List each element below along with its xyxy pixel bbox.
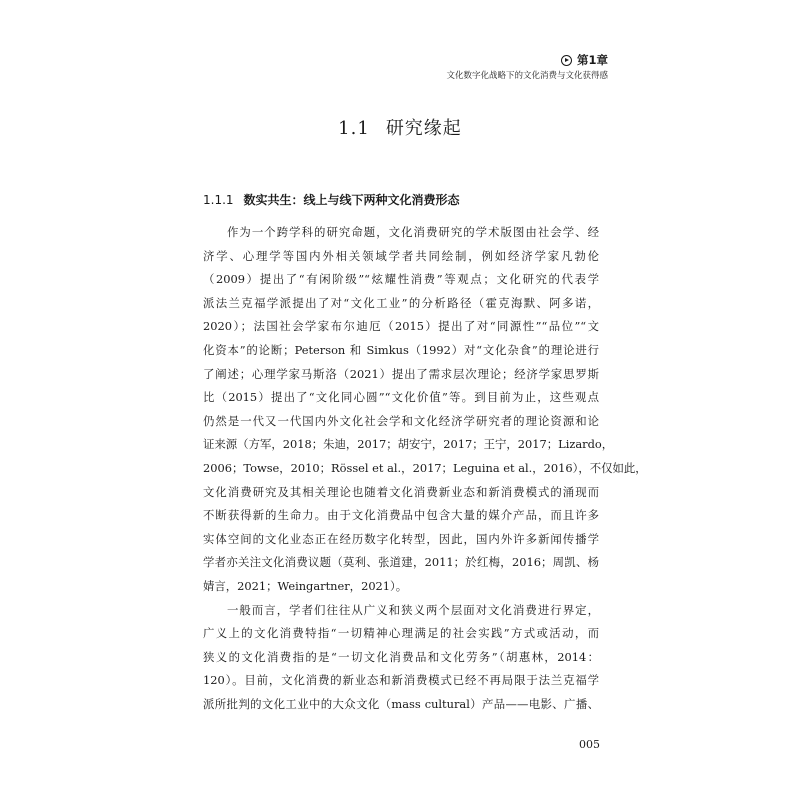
- chapter-subtitle: 文化数字化战略下的文化消费与文化获得感: [446, 71, 608, 81]
- text-line: 2006；Towse，2010；Rössel et al.，2017；Leguina et al.，2016），不仅如此，: [203, 460, 647, 475]
- text-line: 广义上的文化消费特指“一切精神心理满足的社会实践”方式或活动，而: [203, 626, 599, 641]
- text-line: 仍然是一代又一代国内外文化社会学和文化经济学研究者的理论资源和论: [203, 413, 599, 428]
- text-line: 狭义的文化消费指的是“一切文化消费品和文化劳务”（胡惠林，2014：: [203, 649, 599, 664]
- text-line: 作为一个跨学科的研究命题，文化消费研究的学术版图由社会学、经: [227, 225, 599, 239]
- text-line: 学者亦关注文化消费议题（莫利、张道建，2011；於红梅，2016；周凯、杨: [203, 555, 599, 570]
- paragraph-1: [203, 221, 647, 599]
- body-text: [203, 221, 647, 716]
- text-line: 了阐述；心理学家马斯洛（2021）提出了需求层次理论；经济学家思罗斯: [203, 366, 599, 381]
- text-line: 一般而言，学者们往往从广义和狭义两个层面对文化消费进行界定，: [227, 602, 599, 617]
- text-line: 120）。目前，文化消费的新业态和新消费模式已经不再局限于法兰克福学: [203, 673, 599, 688]
- chapter-label: [446, 52, 608, 68]
- running-head: [446, 52, 608, 83]
- paragraph-2: [203, 599, 599, 717]
- section-number: 1.1: [338, 118, 370, 139]
- subsection-number: 1.1.1: [203, 193, 234, 207]
- text-line: 派所批判的文化工业中的大众文化（mass cultural）产品——电影、广播、: [203, 696, 599, 711]
- text-line: 济学、心理学等国内外相关领域学者共同绘制，例如经济学家凡勃伦: [203, 248, 599, 263]
- text-line: 不断获得新的生命力。由于文化消费品中包含大量的媒介产品，而且许多: [203, 508, 599, 523]
- subsection-title: 数实共生：线上与线下两种文化消费形态: [243, 193, 460, 207]
- section-heading: [0, 114, 800, 140]
- subsection-heading: [203, 191, 460, 208]
- text-line: 婧言，2021；Weingartner，2021）。: [203, 578, 408, 593]
- play-circle-icon: [561, 55, 572, 66]
- text-line: 比（2015）提出了“文化同心圆”“文化价值”等。到目前为止，这些观点: [203, 390, 599, 405]
- chapter-text: 第1章: [576, 53, 608, 67]
- text-line: 证来源（方军，2018；朱迪，2017；胡安宁，2017；王宁，2017；Lizardo，: [203, 437, 614, 452]
- text-line: 实体空间的文化业态正在经历数字化转型，因此，国内外许多新闻传播学: [203, 531, 599, 546]
- section-title: 研究缘起: [385, 118, 462, 139]
- page-number: 005: [579, 738, 600, 751]
- text-line: 派法兰克福学派提出了对“文化工业”的分析路径（霍克海默、阿多诺，: [203, 295, 599, 310]
- text-line: 文化消费研究及其相关理论也随着文化消费新业态和新消费模式的涌现而: [203, 484, 599, 499]
- text-line: 2020）；法国社会学家布尔迪厄（2015）提出了对“同源性”“品位”“文: [203, 319, 599, 334]
- text-line: 化资本”的论断；Peterson 和 Simkus（1992）对“文化杂食”的理论进行: [203, 342, 599, 357]
- text-line: （2009）提出了“有闲阶级”“炫耀性消费”等观点；文化研究的代表学: [203, 272, 599, 287]
